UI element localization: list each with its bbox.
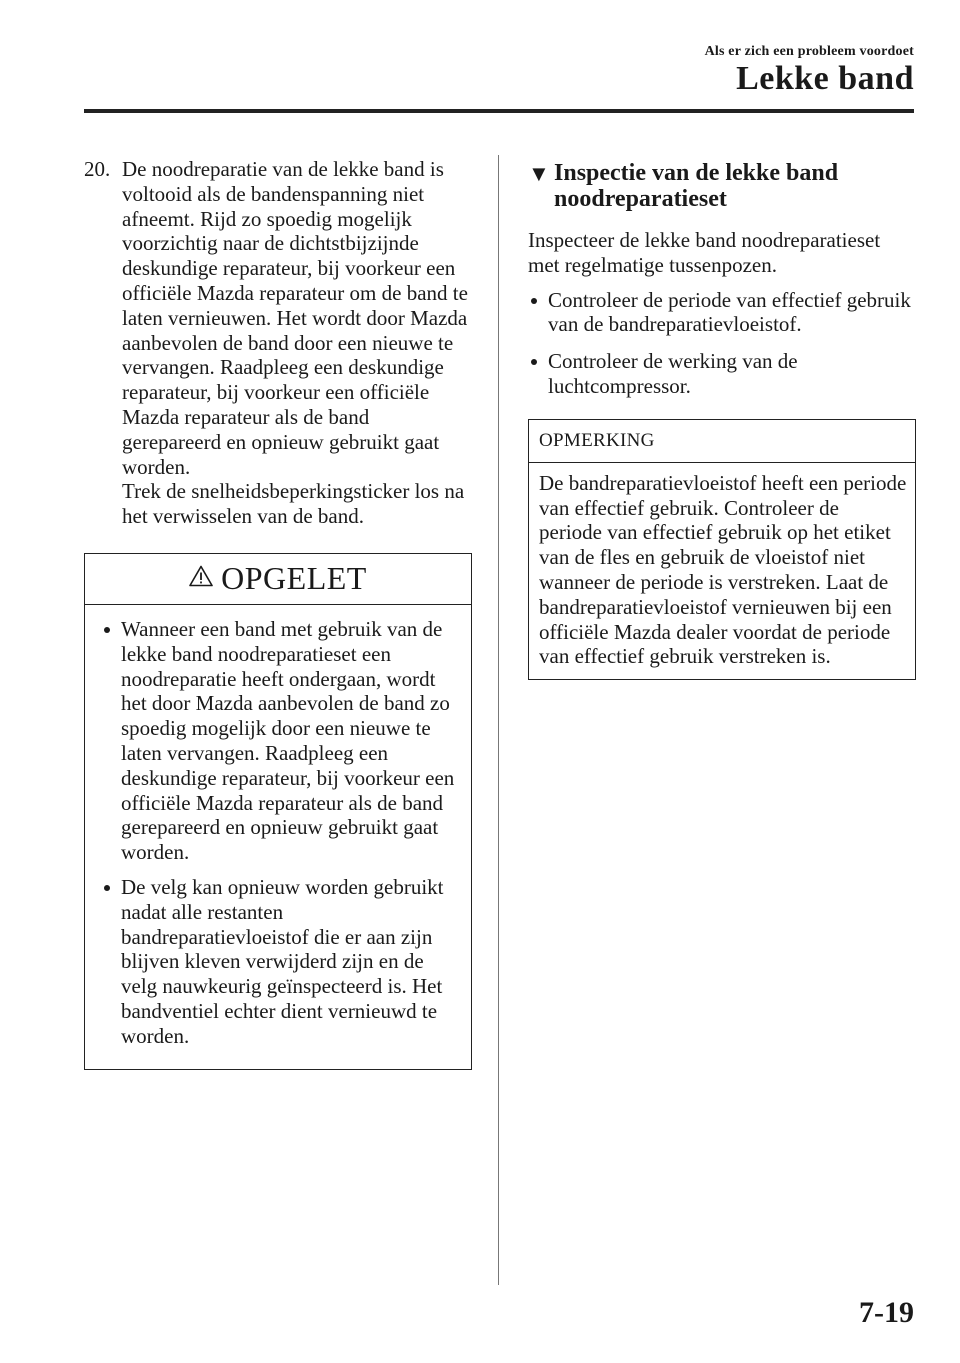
- triangle-down-icon: ▼: [528, 161, 550, 186]
- caution-header: [85, 554, 471, 605]
- caution-item: De velg kan opnieuw worden gebruikt nadat alle restanten bandreparatievloeistof die er aan zijn blijven kleven verwijderd zijn en de velg nauwkeurig geïnspecteerd is. Het bandventiel echter dient vernieuwd te worden.: [101, 875, 459, 1049]
- check-item: Controleer de periode van effectief gebruik van de bandreparatievloeistof.: [528, 288, 916, 338]
- running-header-section: Als er zich een probleem voordoet: [704, 44, 914, 59]
- step-number: 20.: [84, 157, 111, 181]
- check-list: [528, 288, 916, 399]
- caution-item: Wanneer een band met gebruik van de lekke band noodreparatieset een noodreparatie heeft ondergaan, wordt het door Mazda aanbevolen de band zo spoedig mogelijk door een nieuwe te laten vervangen. Raadpleeg een deskundige reparateur, bij voorkeur een officiële Mazda reparateur als de band gerepareerd en opnieuw gebruikt gaat worden.: [101, 617, 459, 865]
- running-header-title: Lekke band: [736, 60, 914, 97]
- header-rule: [84, 109, 914, 113]
- caution-body: [85, 605, 471, 1069]
- column-divider: [498, 155, 499, 1285]
- note-title: OPMERKING: [529, 420, 915, 463]
- step-paragraph: Trek de snelheidsbeperkingsticker los na het verwisselen van de band.: [122, 479, 465, 529]
- caution-box: [84, 553, 472, 1070]
- check-item: Controleer de werking van de luchtcompressor.: [528, 349, 916, 399]
- warning-triangle-icon: [189, 565, 213, 592]
- right-column: [528, 157, 916, 680]
- caution-title: OPGELET: [221, 560, 367, 597]
- page-number: 7-19: [859, 1296, 914, 1329]
- left-column: [84, 157, 472, 1070]
- section-title: Inspectie van de lekke band noodreparatieset: [554, 160, 839, 212]
- intro-paragraph: Inspecteer de lekke band noodreparatieset met regelmatige tussenpozen.: [528, 228, 881, 277]
- step-text: [122, 157, 472, 529]
- section-heading: [528, 160, 916, 212]
- note-box: [528, 419, 916, 680]
- procedure-step-20: [84, 157, 472, 529]
- caution-list: [101, 617, 459, 1049]
- step-paragraph: De noodreparatie van de lekke band is voltooid als de bandenspanning niet afneemt. Rijd zo spoedig mogelijk voorzichtig naar de dichtstbijzijnde deskundige reparateur, bij voorkeur een officiële Mazda reparateur om de band te laten vernieuwen. Het wordt door Mazda aanbevolen de band door een nieuwe te vervangen. Raadpleeg een deskundige reparateur, bij voorkeur een officiële Mazda reparateur als de band gerepareerd en opnieuw gebruikt gaat worden.: [122, 157, 468, 479]
- note-text: De bandreparatievloeistof heeft een periode van effectief gebruik. Controleer de periode van effectief gebruik op het etiket van de fles en gebruik de vloeistof niet wanneer de periode is verstreken. Laat de bandreparatievloeistof vernieuwen bij een officiële Mazda dealer voordat de periode van effectief gebruik verstreken is.: [539, 470, 907, 669]
